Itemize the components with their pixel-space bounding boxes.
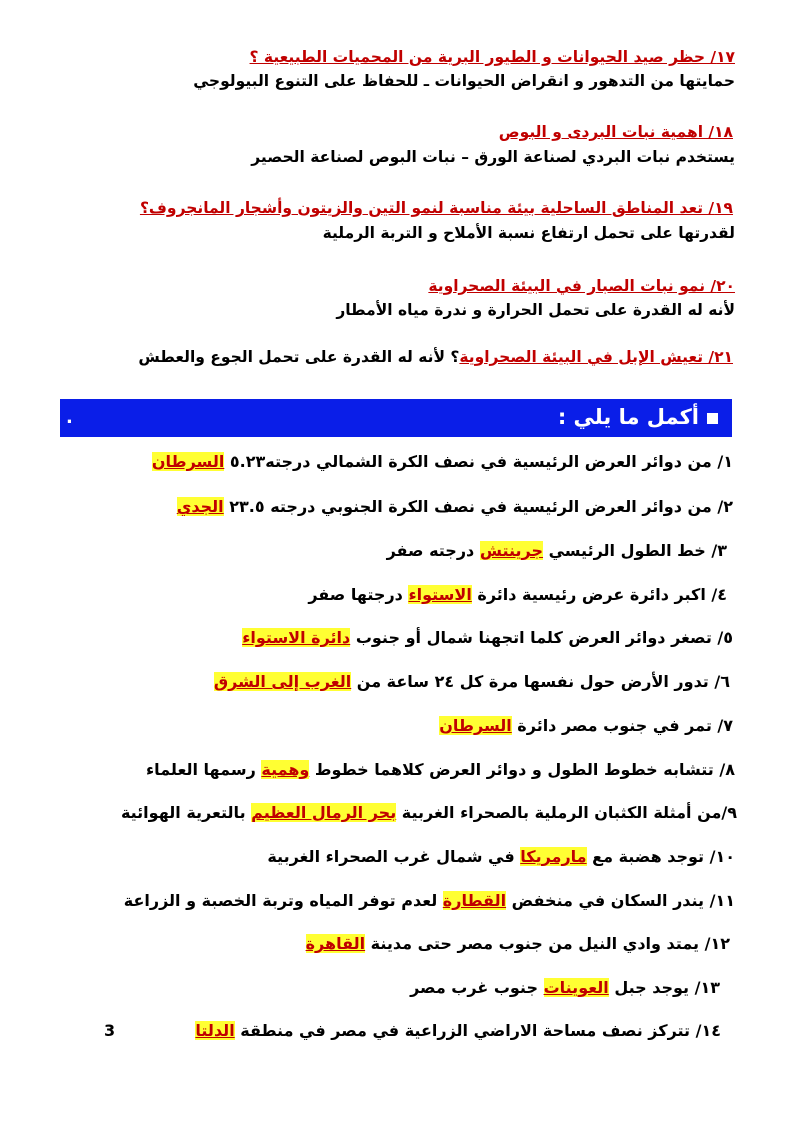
answer-20: لأنه له القدرة على تحمل الحرارة و ندرة مياه الأمطار — [336, 301, 735, 319]
item-text: ٤/ اكبر دائرة عرض رئيسية دائرة — [471, 585, 727, 604]
item-answer-highlight: القاهرة — [305, 934, 366, 953]
answer-21: ؟ لأنه له القدرة على تحمل الجوع والعطش — [138, 348, 460, 366]
item-text-after: درجته صفر — [386, 541, 480, 560]
item-text: ١٠/ توجد هضبة مع — [586, 847, 735, 866]
banner-dot: . — [66, 407, 73, 428]
question-21-line — [40, 347, 733, 367]
item-text: ١٤/ تتركز نصف مساحة الاراضي الزراعية في مصر في منطقة — [234, 1021, 721, 1040]
fill-in-item — [40, 1021, 721, 1040]
item-answer-highlight: مارمريكا — [520, 847, 587, 866]
fill-in-item — [40, 978, 720, 997]
item-text: ١٣/ يوجد جبل — [608, 978, 720, 997]
fill-in-item — [40, 541, 727, 560]
item-answer-highlight: السرطان — [151, 452, 225, 471]
question-18: ١٨/ اهمية نبات البردى و البوص — [498, 123, 733, 141]
item-text-after: بالتعرية الهوائية — [120, 803, 252, 822]
item-answer-highlight: السرطان — [439, 716, 512, 735]
fill-in-item — [40, 628, 733, 647]
item-answer-highlight: العوينات — [543, 978, 609, 997]
item-text: ٩/من أمثلة الكثبان الرملية بالصحراء الغربية — [396, 803, 737, 822]
fill-in-item — [40, 760, 735, 779]
item-answer-highlight: الغرب إلى الشرق — [213, 672, 352, 691]
item-text: ٧/ تمر في جنوب مصر دائرة — [511, 716, 733, 735]
item-answer-highlight: وهمية — [261, 760, 310, 779]
square-bullet-icon — [707, 413, 718, 424]
item-text: ٦/ تدور الأرض حول نفسها مرة كل ٢٤ ساعة من — [351, 672, 730, 691]
banner-title: أكمل ما يلي : — [558, 405, 718, 429]
item-answer-highlight: بحر الرمال العظيم — [251, 803, 397, 822]
fill-in-item — [40, 452, 733, 471]
answer-17: حمايتها من التدهور و انقراض الحيوانات ـ للحفاظ على التنوع البيولوجي — [193, 72, 735, 90]
item-answer-highlight: الاستواء — [408, 585, 472, 604]
item-text: ١٢/ يمتد وادي النيل من جنوب مصر حتى مدينة — [365, 934, 730, 953]
question-20: ٢٠/ نمو نبات الصبار في البيئة الصحراوية — [428, 277, 735, 295]
fill-in-item — [40, 847, 735, 866]
answer-19: لقدرتها على تحمل ارتفاع نسبة الأملاح و التربة الرملية — [322, 224, 735, 242]
fill-in-item — [40, 716, 733, 735]
item-text: ٨/ تتشابه خطوط الطول و دوائر العرض كلاهما خطوط — [309, 760, 735, 779]
item-text: ١/ من دوائر العرض الرئيسية في نصف الكرة الشمالي درجته٥.٢٣ — [224, 452, 733, 471]
fill-in-item — [40, 934, 730, 953]
page-number: 3 — [104, 1021, 116, 1040]
fill-in-item — [40, 803, 737, 822]
item-text: ٢/ من دوائر العرض الرئيسية في نصف الكرة الجنوبي درجته ٢٣.٥ — [223, 497, 733, 516]
item-text-after: درجتها صفر — [308, 585, 409, 604]
item-answer-highlight: الجدي — [176, 497, 224, 516]
item-text: ٥/ تصغر دوائر العرض كلما اتجهنا شمال أو جنوب — [350, 628, 733, 647]
item-text-after: في شمال غرب الصحراء الغربية — [267, 847, 521, 866]
fill-in-item — [40, 585, 727, 604]
item-answer-highlight: دائرة الاستواء — [242, 628, 351, 647]
item-text-after: جنوب غرب مصر — [410, 978, 544, 997]
item-answer-highlight: القطارة — [442, 891, 507, 910]
fill-in-item — [40, 672, 730, 691]
item-answer-highlight: جرينتش — [479, 541, 543, 560]
question-19: ١٩/ تعد المناطق الساحلية بيئة مناسبة لنمو التين والزيتون وأشجار المانجروف؟ — [139, 199, 733, 217]
fill-in-item — [40, 497, 733, 516]
item-answer-highlight: الدلتا — [195, 1021, 235, 1040]
item-text-after: لعدم توفر المياه وتربة الخصبة و الزراعة — [123, 891, 443, 910]
item-text: ٣/ خط الطول الرئيسي — [543, 541, 727, 560]
section-banner — [60, 399, 732, 437]
fill-in-item — [40, 891, 735, 910]
question-21: ٢١/ تعيش الإبل في البيئة الصحراوية — [459, 348, 733, 366]
item-text: ١١/ يندر السكان في منخفض — [506, 891, 735, 910]
item-text-after: رسمها العلماء — [146, 760, 262, 779]
answer-18: يستخدم نبات البردي لصناعة الورق – نبات البوص لصناعة الحصير — [251, 148, 735, 166]
question-17: ١٧/ حظر صيد الحيوانات و الطيور البرية من المحميات الطبيعية ؟ — [249, 48, 735, 66]
